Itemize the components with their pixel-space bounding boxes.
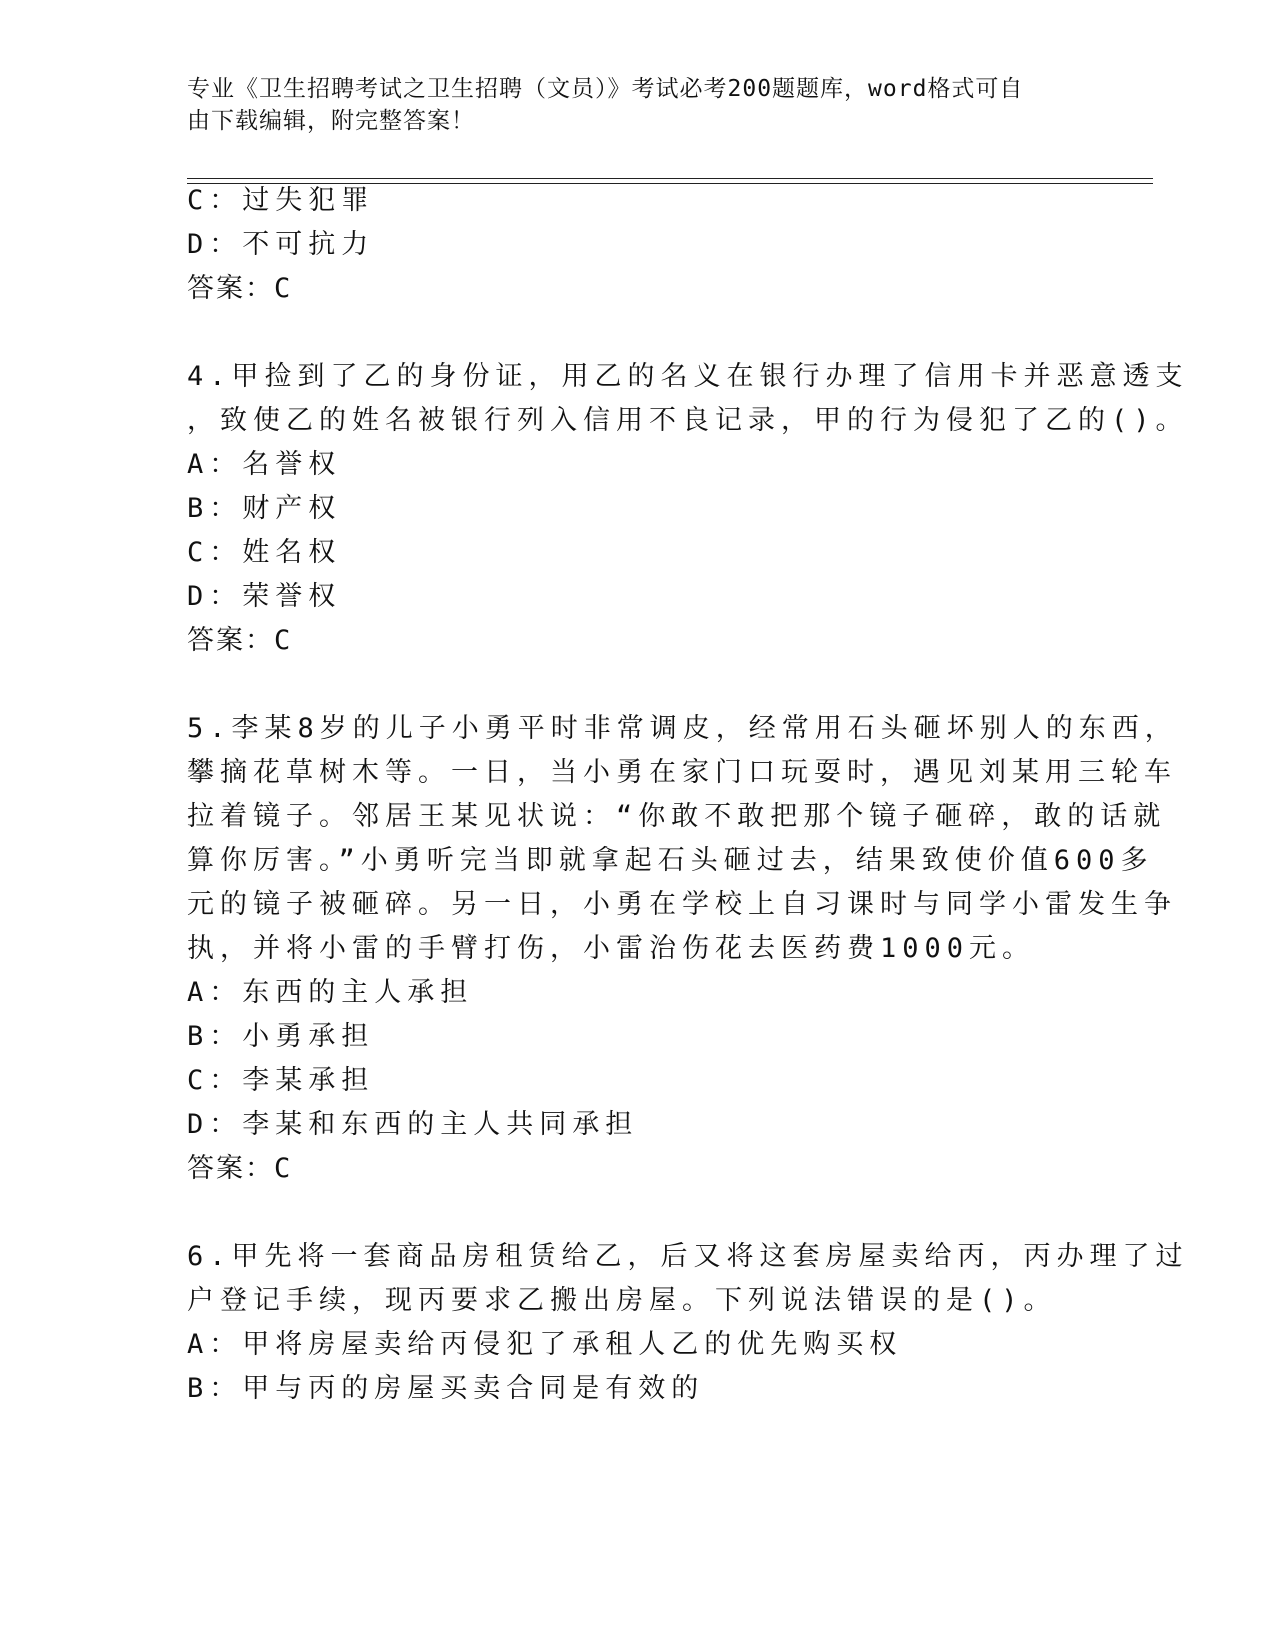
- question-line: 6.甲先将一套商品房租赁给乙，后又将这套房屋卖给丙，丙办理了过: [187, 1241, 1189, 1272]
- option-line: B：小勇承担: [187, 1021, 375, 1052]
- question-line: 元的镜子被砸碎。另一日，小勇在学校上自习课时与同学小雷发生争: [187, 889, 1177, 920]
- option-line: B：甲与丙的房屋买卖合同是有效的: [187, 1373, 705, 1404]
- question-line: 攀摘花草树木等。一日，当小勇在家门口玩耍时，遇见刘某用三轮车: [187, 757, 1177, 788]
- question-line: 5.李某8岁的儿子小勇平时非常调皮，经常用石头砸坏别人的东西，: [187, 713, 1178, 744]
- option-line: D：不可抗力: [187, 229, 375, 260]
- option-line: C：姓名权: [187, 537, 342, 568]
- header-line-2: 由下载编辑，附完整答案！: [187, 108, 475, 134]
- question-line: 拉着镜子。邻居王某见状说：“你敢不敢把那个镜子砸碎，敢的话就: [187, 801, 1167, 832]
- answer-line: 答案：C: [187, 1153, 293, 1184]
- option-line: D：荣誉权: [187, 581, 342, 612]
- document-header: [187, 73, 1067, 137]
- question-line: 户登记手续，现丙要求乙搬出房屋。下列说法错误的是()。: [187, 1285, 1057, 1316]
- question-line: 算你厉害。”小勇听完当即就拿起石头砸过去，结果致使价值600多: [187, 845, 1154, 876]
- question-line: ，致使乙的姓名被银行列入信用不良记录，甲的行为侵犯了乙的()。: [187, 405, 1189, 436]
- option-line: A：名誉权: [187, 449, 342, 480]
- option-line: B：财产权: [187, 493, 342, 524]
- answer-line: 答案：C: [187, 273, 293, 304]
- option-line: C：李某承担: [187, 1065, 375, 1096]
- option-line: C：过失犯罪: [187, 185, 375, 216]
- option-line: A：甲将房屋卖给丙侵犯了承租人乙的优先购买权: [187, 1329, 903, 1360]
- option-line: D：李某和东西的主人共同承担: [187, 1109, 639, 1140]
- question-line: 执，并将小雷的手臂打伤，小雷治伤花去医药费1000元。: [187, 933, 1036, 964]
- option-line: A：东西的主人承担: [187, 977, 474, 1008]
- header-line-1: 专业《卫生招聘考试之卫生招聘（文员）》考试必考200题题库，word格式可自: [187, 76, 1024, 102]
- answer-line: 答案：C: [187, 625, 293, 656]
- question-line: 4.甲捡到了乙的身份证，用乙的名义在银行办理了信用卡并恶意透支: [187, 361, 1189, 392]
